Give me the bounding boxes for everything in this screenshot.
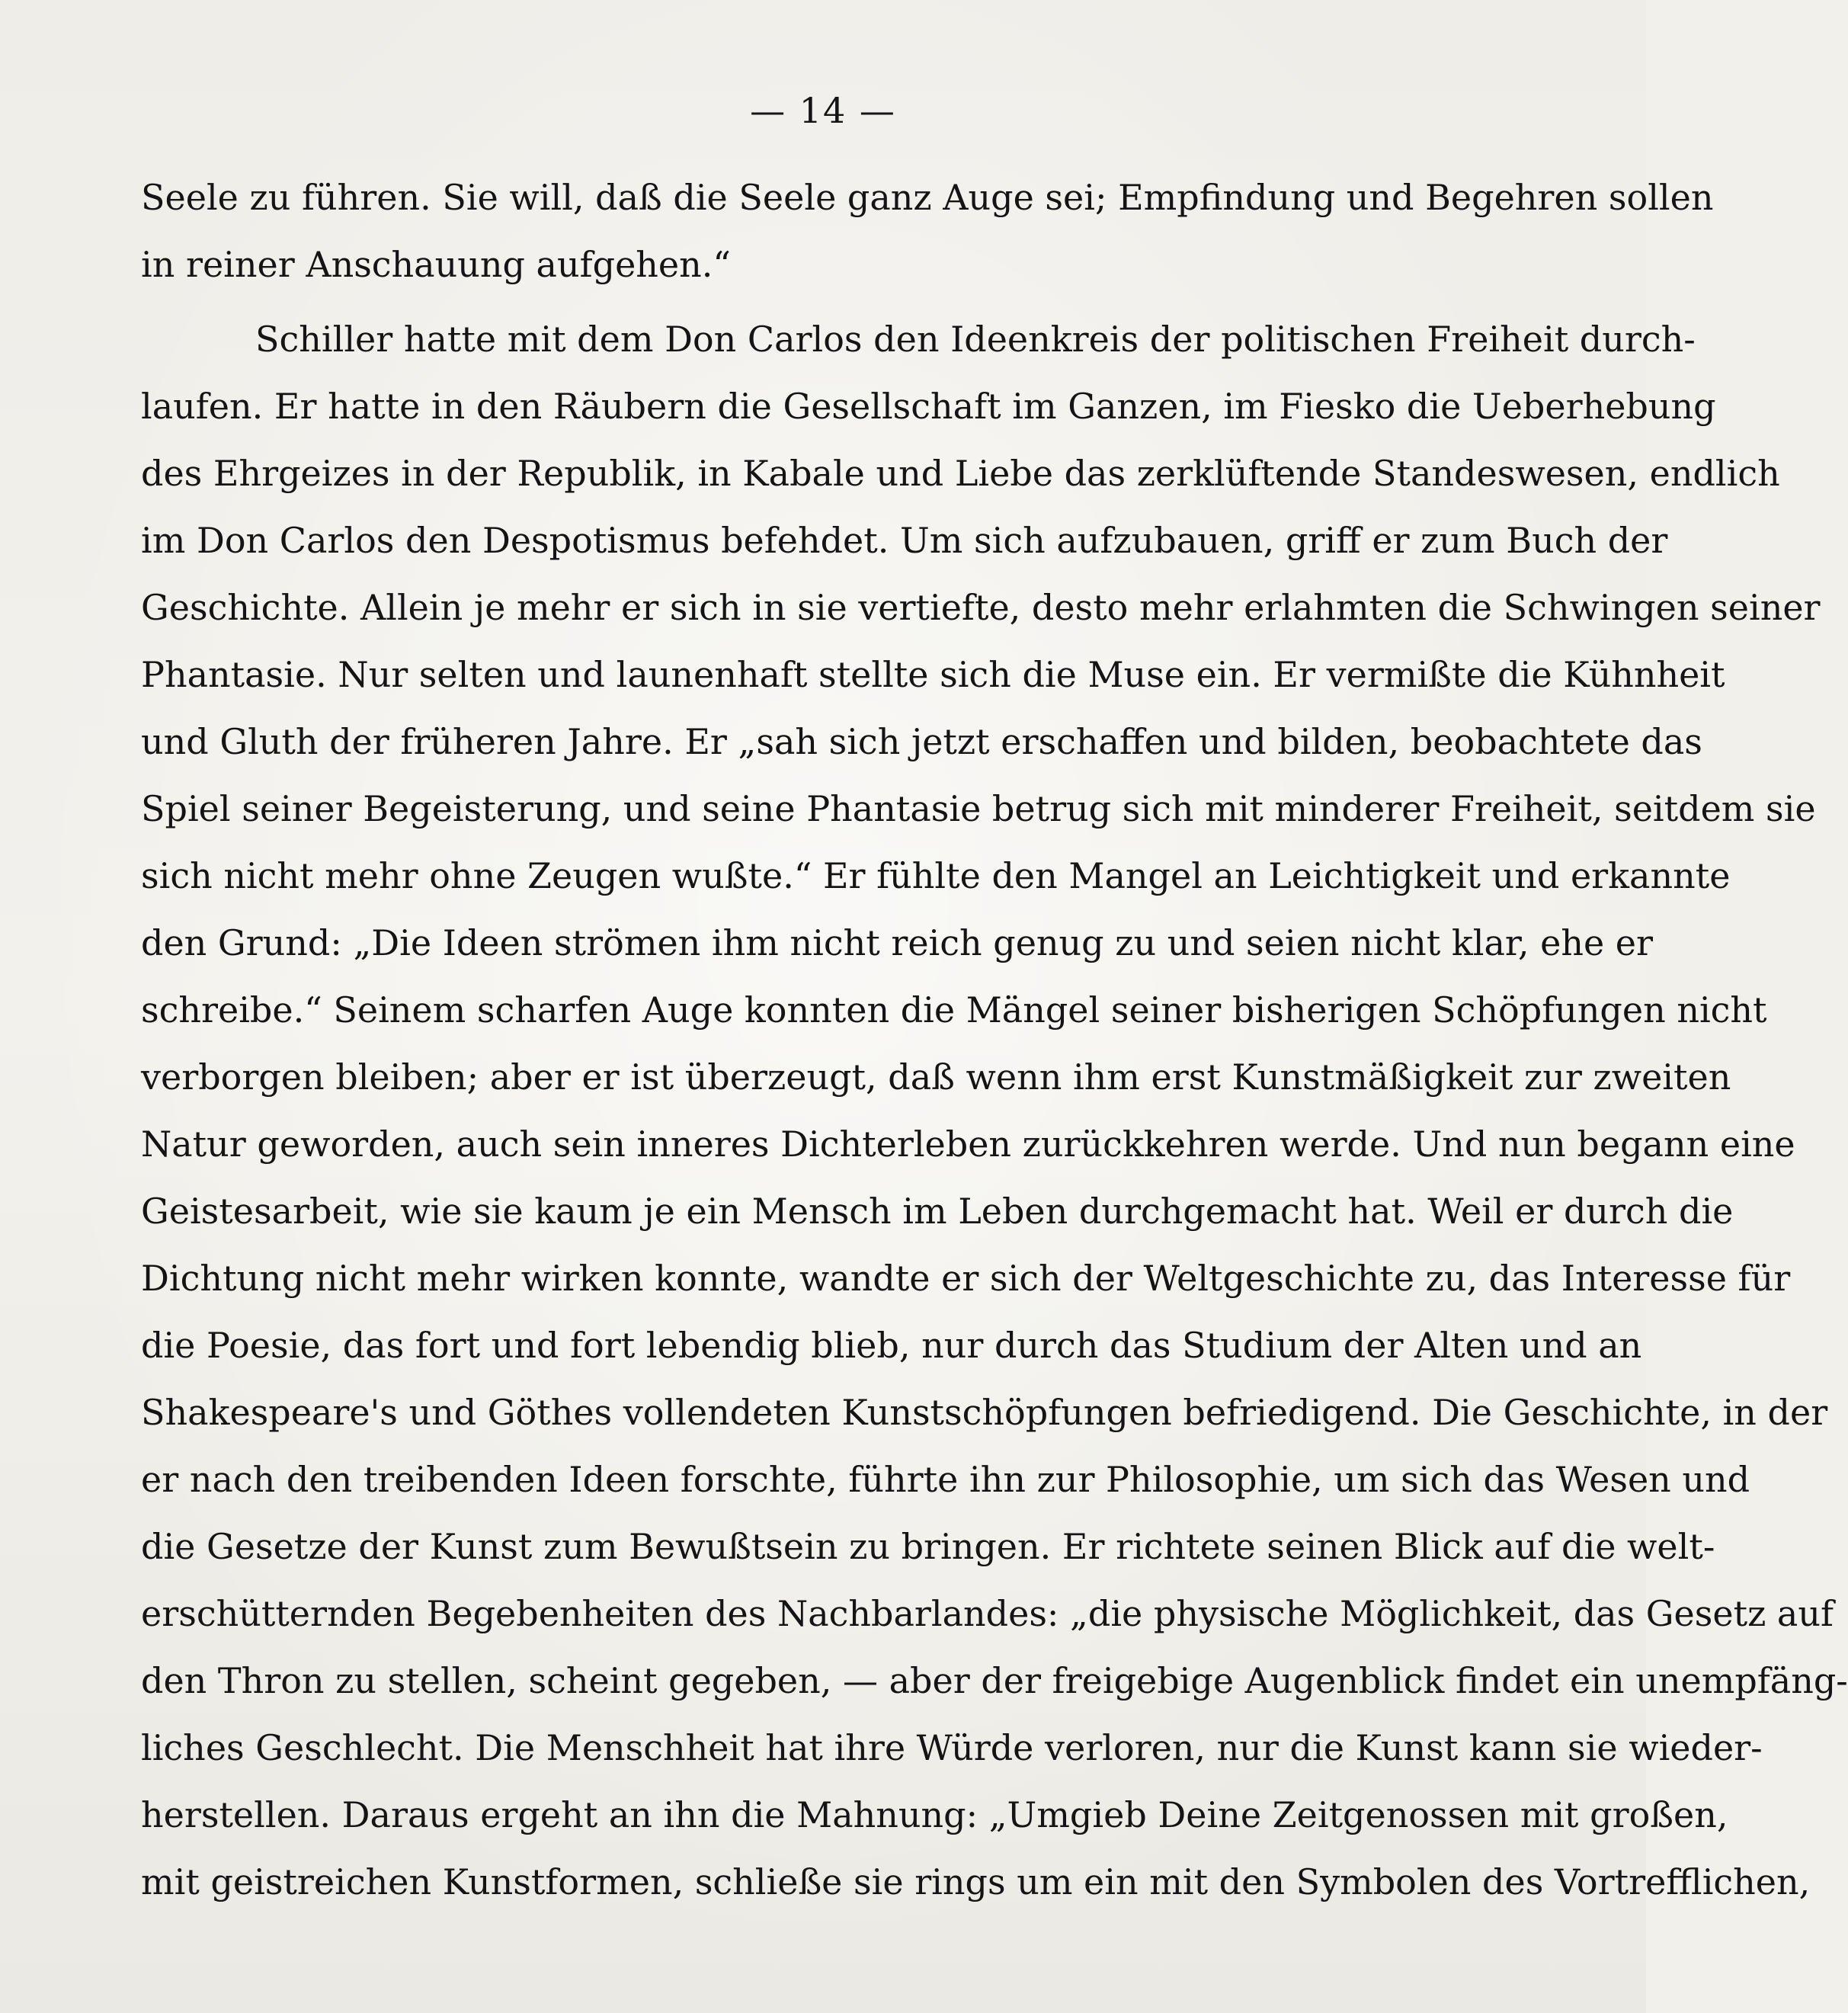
text-line: Seele zu führen. Sie will, daß die Seele ganz Auge sei; Empfindung und Begehren sollen bbox=[141, 177, 1714, 218]
text-line: die Gesetze der Kunst zum Bewußtsein zu bringen. Er richtete seinen Blick auf die welt- bbox=[141, 1526, 1715, 1567]
text-line: sich nicht mehr ohne Zeugen wußte.“ Er fühlte den Mangel an Leichtigkeit und erkannte bbox=[141, 855, 1731, 896]
text-line: den Grund: „Die Ideen strömen ihm nicht reich genug zu und seien nicht klar, ehe er bbox=[141, 922, 1653, 963]
text-line: Phantasie. Nur selten und launenhaft stellte sich die Muse ein. Er vermißte die Kühnheit bbox=[141, 654, 1725, 695]
text-line: Geistesarbeit, wie sie kaum je ein Mensch im Leben durchgemacht hat. Weil er durch die bbox=[141, 1191, 1734, 1232]
text-line: und Gluth der früheren Jahre. Er „sah sich jetzt erschaffen und bilden, beobachtete das bbox=[141, 721, 1702, 762]
text-line: herstellen. Daraus ergeht an ihn die Mahnung: „Umgieb Deine Zeitgenossen mit großen, bbox=[141, 1794, 1728, 1835]
text-line: erschütternden Begebenheiten des Nachbarlandes: „die physische Möglichkeit, das Gesetz auf bbox=[141, 1593, 1834, 1634]
paragraph-break bbox=[141, 298, 1555, 306]
text-line: den Thron zu stellen, scheint gegeben, — aber der freigebige Augenblick findet ein unempfäng- bbox=[141, 1660, 1848, 1701]
text-line: er nach den treibenden Ideen forschte, führte ihn zur Philosophie, um sich das Wesen und bbox=[141, 1459, 1750, 1500]
text-line: im Don Carlos den Despotismus befehdet. Um sich aufzubauen, griff er zum Buch der bbox=[141, 520, 1668, 561]
text-line: des Ehrgeizes in der Republik, in Kabale und Liebe das zerklüftende Standeswesen, endlich bbox=[141, 453, 1780, 494]
text-line: verborgen bleiben; aber er ist überzeugt, daß wenn ihm erst Kunstmäßigkeit zur zweiten bbox=[141, 1056, 1731, 1098]
page-number-header: — 14 — bbox=[750, 90, 896, 131]
text-line: Schiller hatte mit dem Don Carlos den Ideenkreis der politischen Freiheit durch- bbox=[255, 319, 1696, 360]
body-text bbox=[141, 164, 1848, 1915]
text-line: Natur geworden, auch sein inneres Dichterleben zurückkehren werde. Und nun begann eine bbox=[141, 1123, 1795, 1165]
text-line: laufen. Er hatte in den Räubern die Gesellschaft im Ganzen, im Fiesko die Ueberhebung bbox=[141, 386, 1716, 427]
text-line: liches Geschlecht. Die Menschheit hat ihre Würde verloren, nur die Kunst kann sie wieder- bbox=[141, 1727, 1763, 1768]
text-line: schreibe.“ Seinem scharfen Auge konnten die Mängel seiner bisherigen Schöpfungen nicht bbox=[141, 989, 1767, 1031]
text-line: Dichtung nicht mehr wirken konnte, wandte er sich der Weltgeschichte zu, das Interesse für bbox=[141, 1258, 1791, 1299]
text-line: mit geistreichen Kunstformen, schließe sie rings um ein mit den Symbolen des Vortrefflichen, bbox=[141, 1861, 1811, 1902]
text-line: in reiner Anschauung aufgehen.“ bbox=[141, 244, 731, 285]
text-line: Spiel seiner Begeisterung, und seine Phantasie betrug sich mit minderer Freiheit, seitdem sie bbox=[141, 788, 1816, 829]
text-line: Shakespeare's und Göthes vollendeten Kunstschöpfungen befriedigend. Die Geschichte, in der bbox=[141, 1392, 1828, 1433]
text-line: die Poesie, das fort und fort lebendig blieb, nur durch das Studium der Alten und an bbox=[141, 1325, 1642, 1366]
text-line: Geschichte. Allein je mehr er sich in sie vertiefte, desto mehr erlahmten die Schwingen seiner bbox=[141, 587, 1821, 628]
